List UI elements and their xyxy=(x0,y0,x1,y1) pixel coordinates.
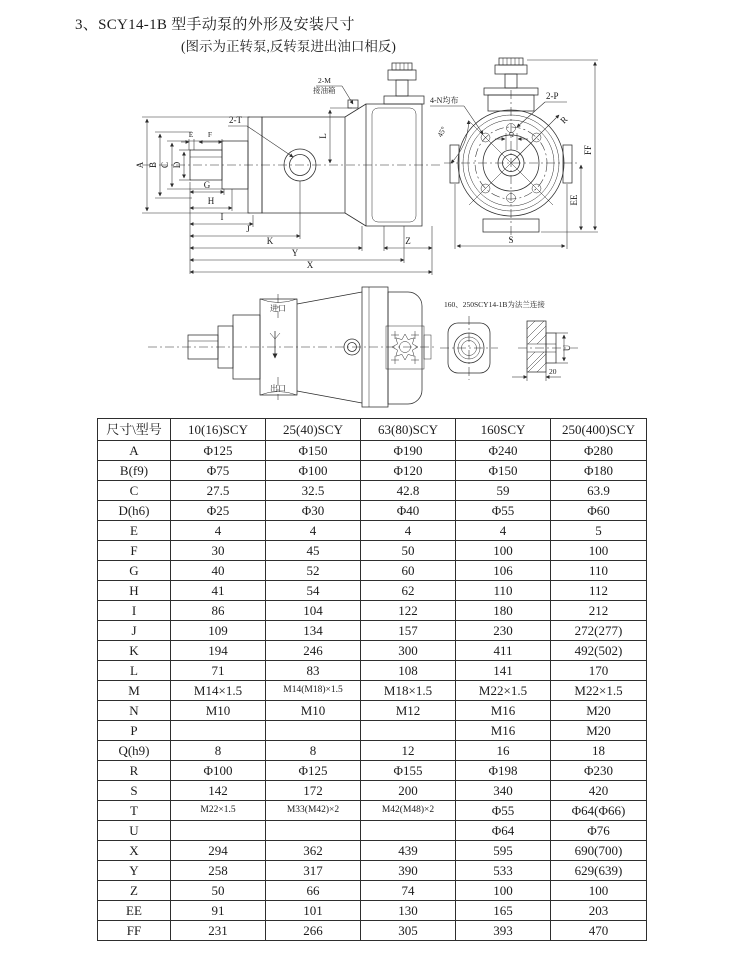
dimension-cell: 110 xyxy=(551,561,647,581)
row-label: C xyxy=(98,481,171,501)
dimension-cell: 317 xyxy=(266,861,361,881)
table-row xyxy=(98,621,647,641)
dim-label-k: K xyxy=(266,236,274,246)
dim-label-l: L xyxy=(318,133,328,139)
section-hatching xyxy=(527,321,546,372)
column-header: 160SCY xyxy=(456,419,551,441)
dimension-cell: 212 xyxy=(551,601,647,621)
dim-label-s: S xyxy=(508,235,514,245)
dimension-cell: 305 xyxy=(361,921,456,941)
dimension-cell: 246 xyxy=(266,641,361,661)
dimension-cell: 30 xyxy=(171,541,266,561)
table-row xyxy=(98,601,647,621)
dimension-cell: 60 xyxy=(361,561,456,581)
dimension-cell: 393 xyxy=(456,921,551,941)
dim-label-z: Z xyxy=(405,236,411,246)
dimension-cell: Φ150 xyxy=(456,461,551,481)
dimension-cell: 690(700) xyxy=(551,841,647,861)
dimension-cell: 32.5 xyxy=(266,481,361,501)
dimension-cell: Φ60 xyxy=(551,501,647,521)
dim-label-c: C xyxy=(160,161,170,169)
dimension-cell: 54 xyxy=(266,581,361,601)
column-header: 尺寸\型号 xyxy=(98,419,171,441)
row-label: B(f9) xyxy=(98,461,171,481)
dim-label-j: J xyxy=(246,224,250,234)
dimension-cell: 40 xyxy=(171,561,266,581)
dim-label-d: D xyxy=(172,161,182,169)
dimension-cell: M12 xyxy=(361,701,456,721)
dimension-cell: M22×1.5 xyxy=(171,801,266,821)
dimension-cell: 439 xyxy=(361,841,456,861)
dimension-cell: Φ190 xyxy=(361,441,456,461)
dimension-cell: 50 xyxy=(361,541,456,561)
dimension-cell: 420 xyxy=(551,781,647,801)
dimension-cell: 172 xyxy=(266,781,361,801)
dimension-cell: 100 xyxy=(551,881,647,901)
dim-label-i: I xyxy=(220,212,224,222)
table-row xyxy=(98,501,647,521)
dimension-cell: 492(502) xyxy=(551,641,647,661)
table-row xyxy=(98,841,647,861)
section-subheading: (图示为正转泵,反转泵进出油口相反) xyxy=(181,39,396,54)
dimension-cell: 109 xyxy=(171,621,266,641)
table-row xyxy=(98,661,647,681)
dimension-cell: 83 xyxy=(266,661,361,681)
dimension-cell: 12 xyxy=(361,741,456,761)
row-label: Z xyxy=(98,881,171,901)
dimension-cell: Φ100 xyxy=(171,761,266,781)
dimension-cell: Φ76 xyxy=(551,821,647,841)
dim-label-ff: FF xyxy=(583,144,593,156)
row-label: U xyxy=(98,821,171,841)
dimension-cell: Φ280 xyxy=(551,441,647,461)
angle-label-45: 45° xyxy=(435,125,449,139)
dimension-cell: Φ120 xyxy=(361,461,456,481)
dimension-cell: 100 xyxy=(456,881,551,901)
dimension-cell: Φ40 xyxy=(361,501,456,521)
table-row xyxy=(98,781,647,801)
dimension-cell: M14(M18)×1.5 xyxy=(266,681,361,701)
row-label: X xyxy=(98,841,171,861)
dimension-cell: 470 xyxy=(551,921,647,941)
dimension-cell: M16 xyxy=(456,701,551,721)
dimension-cell: 294 xyxy=(171,841,266,861)
dimension-cell xyxy=(361,821,456,841)
dimension-cell: 340 xyxy=(456,781,551,801)
column-header: 63(80)SCY xyxy=(361,419,456,441)
front-view xyxy=(430,58,598,249)
row-label: I xyxy=(98,601,171,621)
dimension-cell: M14×1.5 xyxy=(171,681,266,701)
dimension-cell: 86 xyxy=(171,601,266,621)
dimension-cell: Φ198 xyxy=(456,761,551,781)
row-label: FF xyxy=(98,921,171,941)
dimension-cell: Φ64(Φ66) xyxy=(551,801,647,821)
table-row xyxy=(98,561,647,581)
dimension-cell: 411 xyxy=(456,641,551,661)
table-row xyxy=(98,701,647,721)
dimension-cell: 533 xyxy=(456,861,551,881)
dimension-cell xyxy=(266,821,361,841)
flange-detail xyxy=(440,299,580,381)
table-row xyxy=(98,681,647,701)
section-heading: 3、SCY14-1B 型手动泵的外形及安装尺寸 xyxy=(75,17,355,33)
dimension-cell: M20 xyxy=(551,701,647,721)
port-callout-2m-note: 接油箱 xyxy=(313,86,336,95)
dimension-cell xyxy=(171,721,266,741)
dimension-cell: 629(639) xyxy=(551,861,647,881)
dimension-cell: 106 xyxy=(456,561,551,581)
dim-label-e: E xyxy=(188,130,194,139)
dimension-cell: M18×1.5 xyxy=(361,681,456,701)
dimension-cell: 141 xyxy=(456,661,551,681)
port-callout-2p: 2-P xyxy=(546,91,559,101)
dim-label-ee: EE xyxy=(569,194,579,206)
dimension-cell: M33(M42)×2 xyxy=(266,801,361,821)
dimension-cell: 231 xyxy=(171,921,266,941)
dimension-cell: 134 xyxy=(266,621,361,641)
column-header: 10(16)SCY xyxy=(171,419,266,441)
dimension-cell: 100 xyxy=(456,541,551,561)
dimension-cell: M20 xyxy=(551,721,647,741)
dimension-cell: 52 xyxy=(266,561,361,581)
dimension-cell: Φ75 xyxy=(171,461,266,481)
table-row xyxy=(98,801,647,821)
row-label: M xyxy=(98,681,171,701)
row-label: Y xyxy=(98,861,171,881)
table-row xyxy=(98,761,647,781)
side-view xyxy=(135,63,440,275)
dimension-cell: Φ230 xyxy=(551,761,647,781)
dimension-table-body xyxy=(98,441,647,941)
dim-label-a: A xyxy=(135,161,145,169)
dimension-cell: Φ240 xyxy=(456,441,551,461)
dimension-cell: M10 xyxy=(171,701,266,721)
dimension-cell: Φ150 xyxy=(266,441,361,461)
dimension-cell: M16 xyxy=(456,721,551,741)
dimension-cell xyxy=(266,721,361,741)
row-label: G xyxy=(98,561,171,581)
dim-label-u: U xyxy=(562,344,572,352)
row-label: S xyxy=(98,781,171,801)
dimension-cell: 5 xyxy=(551,521,647,541)
dim-label-y: Y xyxy=(291,248,299,258)
dimension-cell: 112 xyxy=(551,581,647,601)
dim-label-b: B xyxy=(148,161,158,169)
dim-label-20: 20 xyxy=(549,367,557,376)
table-row xyxy=(98,821,647,841)
dimension-cell: Φ25 xyxy=(171,501,266,521)
bottom-view xyxy=(148,287,436,407)
table-row xyxy=(98,741,647,761)
row-label: R xyxy=(98,761,171,781)
relief-valve xyxy=(386,326,424,369)
dimension-cell: 66 xyxy=(266,881,361,901)
dimension-cell: 165 xyxy=(456,901,551,921)
dimension-cell: M22×1.5 xyxy=(551,681,647,701)
table-row xyxy=(98,641,647,661)
dimension-cell: 74 xyxy=(361,881,456,901)
dimension-cell: 200 xyxy=(361,781,456,801)
row-label: H xyxy=(98,581,171,601)
dimension-cell xyxy=(361,721,456,741)
dimension-cell: Φ30 xyxy=(266,501,361,521)
table-row xyxy=(98,581,647,601)
flow-arrow xyxy=(270,331,280,358)
dimension-cell: 50 xyxy=(171,881,266,901)
dimension-cell: 180 xyxy=(456,601,551,621)
dimension-cell: M10 xyxy=(266,701,361,721)
dimension-cell: M22×1.5 xyxy=(456,681,551,701)
table-row xyxy=(98,441,647,461)
dimension-cell: M42(M48)×2 xyxy=(361,801,456,821)
table-row xyxy=(98,521,647,541)
dimension-cell: 27.5 xyxy=(171,481,266,501)
dimension-cell: Φ155 xyxy=(361,761,456,781)
dimension-cell: 16 xyxy=(456,741,551,761)
dimension-cell: 8 xyxy=(266,741,361,761)
dimension-cell: 258 xyxy=(171,861,266,881)
inlet-label: 进口 xyxy=(270,304,286,313)
dimension-cell: 63.9 xyxy=(551,481,647,501)
dimension-cell: 108 xyxy=(361,661,456,681)
table-row xyxy=(98,461,647,481)
table-row xyxy=(98,901,647,921)
dim-label-f: F xyxy=(207,130,213,139)
row-label: N xyxy=(98,701,171,721)
row-label: D(h6) xyxy=(98,501,171,521)
dimension-cell: 300 xyxy=(361,641,456,661)
dimension-cell: Φ55 xyxy=(456,501,551,521)
dimension-cell: Φ55 xyxy=(456,801,551,821)
dimension-cell: Φ100 xyxy=(266,461,361,481)
dimension-cell: 42.8 xyxy=(361,481,456,501)
dimension-cell: Φ125 xyxy=(266,761,361,781)
dimension-cell: 230 xyxy=(456,621,551,641)
row-label: P xyxy=(98,721,171,741)
dimension-cell: 45 xyxy=(266,541,361,561)
bolt-callout-4n: 4-N均布 xyxy=(430,96,459,105)
row-label: L xyxy=(98,661,171,681)
dimension-cell: 4 xyxy=(361,521,456,541)
dimension-cell: 59 xyxy=(456,481,551,501)
table-row xyxy=(98,921,647,941)
row-label: K xyxy=(98,641,171,661)
dim-label-x: X xyxy=(306,260,314,270)
dimension-cell: 272(277) xyxy=(551,621,647,641)
dim-label-h: H xyxy=(207,196,215,206)
dimension-cell: 130 xyxy=(361,901,456,921)
dimension-cell: 142 xyxy=(171,781,266,801)
dimension-cell: 4 xyxy=(171,521,266,541)
technical-drawing xyxy=(0,0,750,418)
dimension-cell: 71 xyxy=(171,661,266,681)
outlet-label: 出口 xyxy=(270,384,286,393)
table-row xyxy=(98,881,647,901)
dimension-table xyxy=(97,418,647,941)
table-row xyxy=(98,481,647,501)
dimension-cell: 122 xyxy=(361,601,456,621)
dimension-cell: 390 xyxy=(361,861,456,881)
dimension-cell: 101 xyxy=(266,901,361,921)
dimension-cell: 41 xyxy=(171,581,266,601)
dimension-cell: 194 xyxy=(171,641,266,661)
column-header: 250(400)SCY xyxy=(551,419,647,441)
dimension-cell: 104 xyxy=(266,601,361,621)
dim-label-q: Q xyxy=(509,131,514,138)
dimension-cell: Φ180 xyxy=(551,461,647,481)
dimension-cell xyxy=(171,821,266,841)
dimension-cell: 170 xyxy=(551,661,647,681)
table-row xyxy=(98,721,647,741)
row-label: T xyxy=(98,801,171,821)
dimension-cell: 362 xyxy=(266,841,361,861)
row-label: Q(h9) xyxy=(98,741,171,761)
dimension-cell: 8 xyxy=(171,741,266,761)
row-label: F xyxy=(98,541,171,561)
pump-handle-side xyxy=(384,63,424,104)
row-label: EE xyxy=(98,901,171,921)
dimension-cell: Φ64 xyxy=(456,821,551,841)
column-header: 25(40)SCY xyxy=(266,419,361,441)
dimension-cell: Φ125 xyxy=(171,441,266,461)
dimension-cell: 595 xyxy=(456,841,551,861)
dimension-cell: 91 xyxy=(171,901,266,921)
port-callout-2m: 2-M xyxy=(318,76,331,85)
dimension-cell: 203 xyxy=(551,901,647,921)
port-callout-2t: 2-T xyxy=(229,115,242,125)
dim-label-r: R xyxy=(558,114,570,126)
dim-label-g: G xyxy=(203,180,211,190)
flange-note: 160、250SCY14-1B为法兰连接 xyxy=(444,300,545,309)
dimension-cell: 18 xyxy=(551,741,647,761)
dimension-cell: 110 xyxy=(456,581,551,601)
dimension-cell: 157 xyxy=(361,621,456,641)
dimension-table-header-row xyxy=(98,419,647,441)
table-row xyxy=(98,541,647,561)
row-label: A xyxy=(98,441,171,461)
dimension-cell: 4 xyxy=(456,521,551,541)
dimension-cell: 4 xyxy=(266,521,361,541)
table-row xyxy=(98,861,647,881)
row-label: J xyxy=(98,621,171,641)
row-label: E xyxy=(98,521,171,541)
dimension-cell: 100 xyxy=(551,541,647,561)
dimension-cell: 62 xyxy=(361,581,456,601)
dimension-cell: 266 xyxy=(266,921,361,941)
